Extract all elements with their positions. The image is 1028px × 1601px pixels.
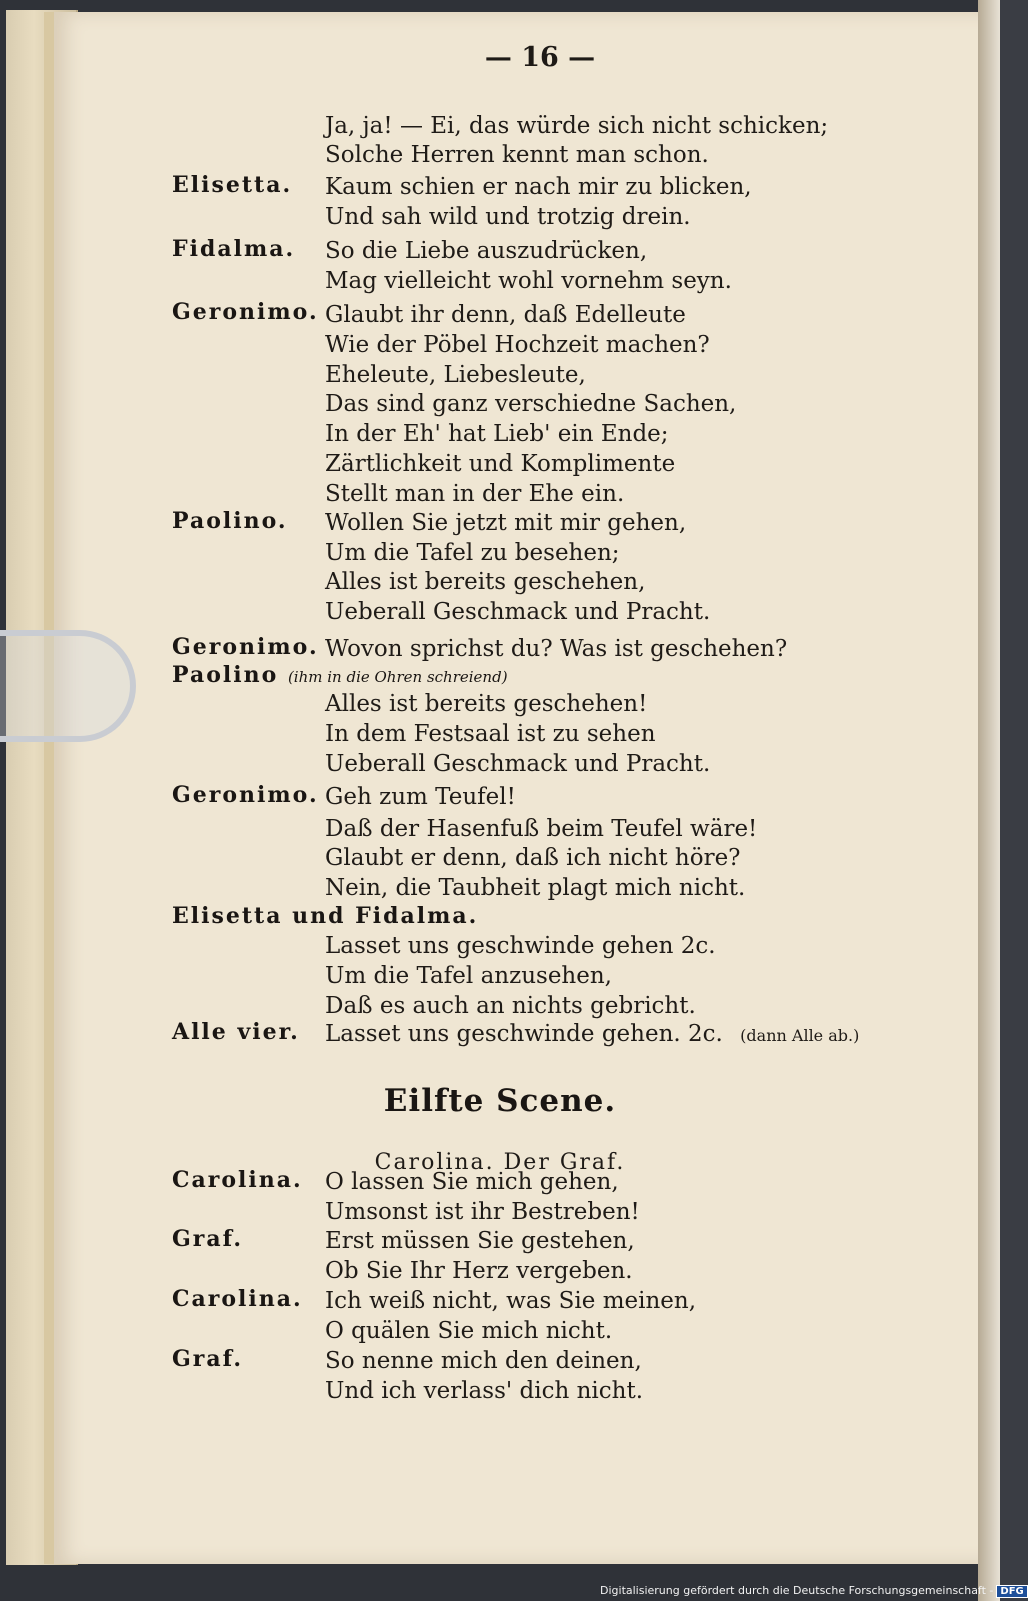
verse-line: Um die Tafel anzusehen, [325,963,612,989]
speaker-label: Paolino. [172,508,288,534]
speaker-label: Geronimo. [172,782,319,808]
speaker-label: Elisetta und Fidalma. [172,903,479,929]
footer-text: Digitalisierung gefördert durch die Deutsche Forschungsgemeinschaft - [600,1584,994,1597]
verse-line: Ich weiß nicht, was Sie meinen, [325,1288,697,1314]
speaker-name: Paolino [172,662,279,688]
speaker-label: Carolina. [172,1167,303,1193]
verse-line: So nenne mich den deinen, [325,1348,642,1374]
verse-line: Das sind ganz verschiedne Sachen, [325,391,737,417]
verse-line: Und sah wild und trotzig drein. [325,204,691,230]
verse-line: Zärtlichkeit und Komplimente [325,451,676,477]
verse-line: Ueberall Geschmack und Pracht. [325,599,711,625]
verse-line: Ob Sie Ihr Herz vergeben. [325,1258,633,1284]
speaker-label: Geronimo. [172,634,319,660]
speaker-label [172,661,508,691]
verse-line: Daß der Hasenfuß beim Teufel wäre! [325,816,758,842]
verse-line: Ueberall Geschmack und Pracht. [325,751,711,777]
verse-line: Wovon sprichst du? Was ist geschehen? [325,636,788,662]
verse-line: Nein, die Taubheit plagt mich nicht. [325,875,746,901]
verse-line: Daß es auch an nichts gebricht. [325,993,696,1019]
speaker-label: Elisetta. [172,172,293,198]
verse-line: Und ich verlass' dich nicht. [325,1378,644,1404]
speaker-label: Graf. [172,1346,243,1372]
verse-line: Erst müssen Sie gestehen, [325,1228,635,1254]
verse-line: In der Eh' hat Lieb' ein Ende; [325,421,669,447]
stage-direction: (ihm in die Ohren schreiend) [287,668,508,686]
stage-direction: (dann Alle ab.) [740,1026,860,1045]
verse-line: Ja, ja! — Ei, das würde sich nicht schicken; [325,113,829,139]
verse-line: Glaubt ihr denn, daß Edelleute [325,302,686,328]
verse-line: Alles ist bereits geschehen, [325,569,646,595]
page-number: — 16 — [484,42,596,73]
verse-line: Eheleute, Liebesleute, [325,362,586,388]
verse-line: Um die Tafel zu besehen; [325,540,620,566]
speaker-label: Alle vier. [172,1019,300,1045]
verse-line: Solche Herren kennt man schon. [325,142,709,168]
verse-line: Wie der Pöbel Hochzeit machen? [325,332,710,358]
verse-line: Wollen Sie jetzt mit mir gehen, [325,510,687,536]
speaker-label: Geronimo. [172,299,319,325]
verse-line: Kaum schien er nach mir zu blicken, [325,174,752,200]
speaker-label: Carolina. [172,1286,303,1312]
scene-title: Eilfte Scene. [383,1083,617,1119]
speaker-label: Fidalma. [172,236,296,262]
verse-line: Umsonst ist ihr Bestreben! [325,1199,640,1225]
speaker-label: Graf. [172,1226,243,1252]
verse-line: Mag vielleicht wohl vornehm seyn. [325,268,732,294]
verse-line [325,1020,859,1050]
verse-line: Lasset uns geschwinde gehen 2c. [325,933,716,959]
verse-text: Lasset uns geschwinde gehen. 2c. [325,1021,723,1047]
scene-characters: Carolina. Der Graf. [374,1150,626,1175]
verse-line: Stellt man in der Ehe ein. [325,481,625,507]
verse-line: O lassen Sie mich gehen, [325,1169,619,1195]
right-page-edge [978,0,1000,1601]
verse-line: In dem Festsaal ist zu sehen [325,721,656,747]
verse-line: O quälen Sie mich nicht. [325,1318,613,1344]
digitization-footer [600,1584,1028,1598]
dfg-logo: DFG [996,1585,1027,1598]
verse-line: Geh zum Teufel! [325,784,516,810]
verse-line: So die Liebe auszudrücken, [325,238,648,264]
verse-line: Alles ist bereits geschehen! [325,691,648,717]
verse-line: Glaubt er denn, daß ich nicht höre? [325,845,741,871]
page-clip [0,630,136,742]
